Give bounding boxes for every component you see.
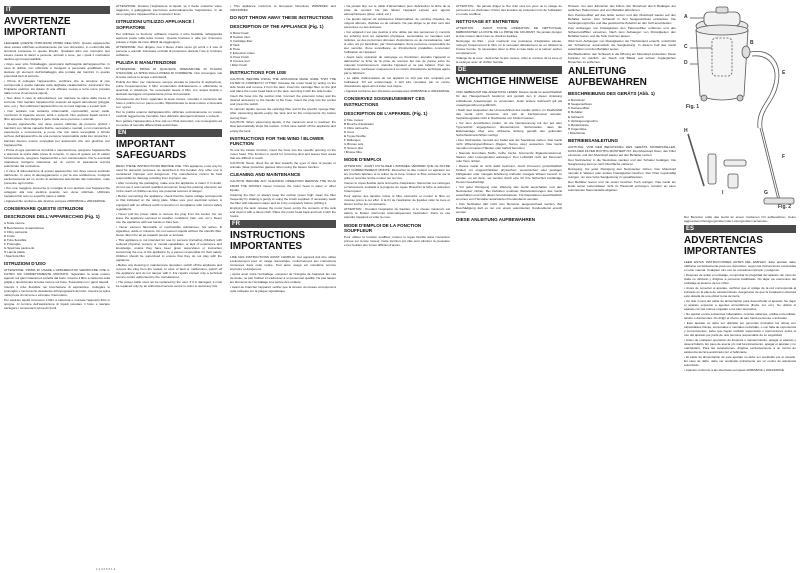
section-heading: NETTOYAGE ET ENTRETIEN xyxy=(456,19,519,25)
paragraph: Hinweis: Vor dem Einsetzen des Filters den Motorkopf durch Betätigen der seitlichen Haken lösen und vom Behälter abnehmen. xyxy=(568,4,676,13)
section-heading: CONSERVEZ SOIGNEUSEMENT CES INSTRUCTIONS xyxy=(344,96,425,108)
paragraph: ATTENZIONE: PRIMA DI QUALSIASI OPERAZIONE DI PULIZIA STACCARE LA SPINA DALLA PRESA DI CORRENTE. Non immergere mai la testa motore in acqua o altri liquidi. xyxy=(116,67,222,80)
paragraph: ATTENTION : AVANT TOUTE OPÉRATION DE NETTOYAGE, DÉBRANCHER LA FICHE DE LA PRISE DE COURANT. Ne jamais plonger la tête moteur dans l'eau ou d'autres liquides. xyxy=(456,26,562,39)
paragraph: LEGGERE QUESTE ISTRUZIONI PRIMA DELL'USO. Questo apparecchio deve essere utilizzato esclusivamente per uso domestico, in conformità alle istruzioni contenute in questo libretto. Qualsiasi altro uso improprio può essere causa di danni a persone, animali o cose, per i quali il costruttore declina ogni responsabilità. xyxy=(4,41,110,62)
paragraph: Den Netzstecker in die Steckdose stecken und den Schalter betätigen. Die Saugleistung kann je nach Oberfläche variieren. xyxy=(568,157,676,166)
part-letter-h: H xyxy=(684,128,688,134)
paragraph: ACHTUNG: VOR DER BENUTZUNG DES GERÄTS SICHERSTELLEN, DASS DER FILTER RICHTIG MONTIERT IST. Den Motorkopf lösen, den Filter einsetzen und den Motorkopf wieder auf den Behälter setzen. xyxy=(568,144,676,157)
paragraph: • Apparecchio conforme alle direttive europee 2006/95/CE e 2004/108/CE. xyxy=(4,198,106,203)
paragraph: • No aspirar nunca sustancias inflamables, cenizas calientes, colillas encendidas, ácidos o disolventes. No dirigir el chorro de aire hacia personas o animales. xyxy=(684,312,796,321)
column-7 xyxy=(684,215,796,565)
parts-list-item: F Prolunghe xyxy=(4,241,21,246)
column-6 xyxy=(568,4,676,564)
section-heading: DESCRIZIONE DELL'APPARECCHIO (Fig. 1) xyxy=(4,214,100,220)
section-heading: DIESE ANLEITUNG AUFBEWAHREN xyxy=(456,217,536,223)
paragraph: Zum Aufsaugen von Flüssigkeiten den Patronenfilter entfernen und den Schaumstofffilter einsetzen. Nach dem Aufsaugen von Flüssigkeiten den Behälter leeren und die Teile trocknen lassen. xyxy=(568,26,676,39)
section-heading: CONSERVARE QUESTE ISTRUZIONI xyxy=(4,205,84,211)
column-3 xyxy=(230,4,336,564)
parts-list-item: E Tuyau flexible xyxy=(344,133,366,138)
language-tab: ES xyxy=(684,225,796,233)
parts-list-item: G Brosse sols xyxy=(344,142,364,146)
paragraph: CAUTION: BEFORE USING THE APPLIANCE MAKE SURE THAT THE FILTER IS CORRECTLY FITTED. Release the motor head by acting on the side hooks and remove it from the tank. Insert the cartridge filter on the grid and place the motor head back on the tank, securing it with the side hooks. xyxy=(230,77,336,94)
paragraph: • Ne jamais tirer sur le câble d'alimentation pour débrancher la fiche de la prise de courant. Ne pas laisser l'appareil exposé aux agents atmosphériques (pluie, soleil, etc.). xyxy=(344,4,450,17)
parts-list-item: I Brosse filtre xyxy=(344,150,363,155)
paragraph: • Aparato conforme a las directivas europeas 2006/95/CE y 2004/108/CE. xyxy=(684,368,785,373)
paragraph: • Avant toute opération de nettoyage ou d'entretien, éteindre l'appareil et débrancher la fiche de la prise de courant. En cas de panne et/ou de mauvais fonctionnement, éteindre l'appareil et ne pas l'altérer. Pour les réparations, s'adresser uniquement à un centre d'assistance technique agréé par le fabricant. xyxy=(344,55,450,76)
paragraph: • Per una maggiore sicurezza si consiglia di non lasciare mai l'apparecchio collegato alla rete elettrica quando non viene utilizzato. Utilizzare l'apparecchio solo su superfici piane e stabili. xyxy=(4,185,110,198)
parts-list-item: C Filtro cartuccia xyxy=(4,229,28,234)
paragraph: Den Behälter leeren und mit einem feuchten Tuch reinigen. Das Gerät am Ende seiner Lebensdauer nicht im Hausmüll entsorgen, sondern an einer autorisierten Sammelstelle abgeben. xyxy=(568,179,676,192)
paragraph: Der Benutzer sollte das Gerät an einem trockenen Ort aufbewahren. Keine aggressiven Reinigungsmittel oder Lösungsmittel verwenden. xyxy=(684,215,796,224)
paragraph: • Non aspirare mai sostanze infiammabili, combustibili, ceneri calde, mozziconi di sigarette accesi, acidi o solventi. Non aspirare liquidi senza il filtro apposito. Non dirigere il getto d'aria verso persone o animali. xyxy=(4,109,110,122)
section-main-title: WICHTIGE HINWEISE xyxy=(456,76,559,88)
paragraph: To use the blower function, insert the hose into the specific opening on the motor head. This function is useful for removing dust and leaves from areas that are difficult to reach. xyxy=(230,148,336,161)
part-letter-e: E xyxy=(782,70,786,76)
parts-list-item: A Testa motore xyxy=(4,221,25,226)
part-letter-b: B xyxy=(750,40,754,46)
paragraph: CAUTION: BEFORE ANY CLEANING OPERATION REMOVE THE PLUG FROM THE SOCKET. Never immerse the motor head in water or other liquids. xyxy=(230,179,336,192)
paragraph: • Il cavo di alimentazione di questo apparecchio non deve essere sostituito dall'utente. In caso di danneggiamento o per la sua sostituzione, rivolgersi esclusivamente ad un centro di assistenza autorizzato dal costruttore, onde prevenire ogni rischio. xyxy=(4,168,110,185)
parts-list-item: F Verlängerungsrohre xyxy=(568,118,598,123)
paragraph: • Dieses Gerät ist nicht dafür bestimmt, durch Personen (einschließlich Kinder) mit eingeschränkten physischen, sensorischen oder geistigen Fähigkeiten oder mangels Erfahrung und/oder mangels Wissen benutzt zu werden, es sei denn, sie werden durch eine für ihre Sicherheit zuständige Person beaufsichtigt. xyxy=(456,163,562,184)
part-letter-i: I xyxy=(722,190,724,196)
parts-list-item: D Cuve xyxy=(344,129,355,134)
paragraph: • This appliance is not intended for use by persons (including children) with reduced physical, sensory or mental capabilities, or lack of experience and knowledge, unless they have been given supervision or instruction concerning the use of the appliance by a person responsible for their safety. Children should be supervised to ensure that they do not play with the appliance. xyxy=(116,237,222,262)
parts-list-item: B Bocchettone di aspirazione xyxy=(4,225,45,230)
paragraph: • The power cable must not be replaced by the user. If it is damaged, it must be replaced only by an authorised service centre in order to avoid any risk. xyxy=(116,279,222,288)
paragraph: To vacuum liquids remove the cartridge filter and fit the specific sponge filter. After vacuuming liquids empty the tank and let the components dry before storing them. xyxy=(230,107,336,120)
paragraph: • Das Netzkabel darf nicht vom Benutzer ausgewechselt werden. Bei Beschädigung darf es nur von einem autorisierten Kundendienst ersetzt werden. xyxy=(456,201,562,214)
paragraph: ATTENZIONE: PRIMA DI USARE L'APPARECCHIO VERIFICARE CHE IL FILTRO SIA CORRETTAMENTE MONTATO. Sganciare la testa motore agendo sui ganci laterali ed estrarla dal fusto. Inserire il filtro a cartuccia sulla griglia e riposizionare la testa motore sul fusto, fissandola con i ganci laterali. xyxy=(4,268,110,285)
language-tab: FR xyxy=(230,220,336,228)
parts-list-item: F Rallonges xyxy=(344,137,361,142)
paragraph: ATTENTION : Pendant l'aspiration de liquides, si le niveau maximum est atteint, le flotteur interrompt automatiquement l'aspiration. Dans ce cas éteindre l'appareil et vider la cuve. xyxy=(344,207,450,220)
paragraph: • Antes de cualquier operación de limpieza o mantenimiento, apagar el aparato y desenchufarlo. En caso de avería y/o mal funcionamiento, apagar el aparato y no manipularlo. Para las reparaciones, dirigirse exclusivamente a un centro de asistencia técnica autorizado por el fabricante. xyxy=(684,338,796,355)
paragraph: Nettoyage du filtre : pour maintenir une puissance d'aspiration élevée, nettoyer fréquemment le filtre en le secouant délicatement ou en utilisant la brosse fournie. Si nécessaire laver le filtre à l'eau tiède et le laisser sécher complètement. xyxy=(456,39,562,56)
parts-list-item: I Filter brush xyxy=(230,63,248,68)
parts-list-item: E Schlauch xyxy=(568,114,584,119)
paragraph: Svuotamento del fusto: sganciare la testa motore, svuotare il contenuto del fusto e pulirlo con un panno umido. Riposizionare la testa motore e bloccarla con i ganci. xyxy=(116,97,222,110)
paragraph: • Cet appareil n'est pas destiné à être utilisé par des personnes (y compris les enfants) dont les capacités physiques, sensorielles ou mentales sont réduites, ou des personnes dénuées d'expérience ou de connaissance, sauf si elles ont pu bénéficier, par l'intermédiaire d'une personne responsable de leur sécurité, d'une surveillance ou d'instructions préalables concernant l'utilisation de l'appareil. xyxy=(344,30,450,55)
parts-list-item: G Floor brush xyxy=(230,55,249,60)
parts-list-item: E Tubo flessibile xyxy=(4,237,27,242)
parts-list-item: C Filtre cartouche xyxy=(344,125,369,130)
paragraph: • Den Netzstecker niemals am Kabel aus der Steckdose ziehen. Das Gerät nicht Witterungseinflüssen (Regen, Sonne usw.) aussetzen. Das Gerät niemals mit nassen Händen oder barfuß benutzen. xyxy=(456,137,562,150)
paragraph: Wird beim Aufsaugen von Flüssigkeiten der Höchststand erreicht, unterbricht der Schwimmer automatisch die Saugleistung. In diesem Fall das Gerät ausschalten und den Behälter leeren. xyxy=(568,39,676,52)
paragraph: • Prima di collegare l'apparecchio, verificare che la tensione di rete corrisponda a quella indicata sulla targhetta caratteristiche. Assicurarsi che l'impianto elettrico sia dotato di una efficace messa a terra come previsto dalle norme di sicurezza vigenti. xyxy=(4,79,110,96)
parts-list-item: D Fusto xyxy=(4,233,15,238)
paragraph: Pour utiliser la fonction souffleur, insérer le tuyau flexible dans l'ouverture prévue sur la tête moteur. Cette fonction est utile pour éliminer la poussière et les feuilles des zones difficiles d'accès. xyxy=(344,235,450,248)
paragraph: Insérer le tuyau flexible dans la bouche d'aspiration. Raccorder les rallonges et l'accessoire souhaité à la poignée du tuyau. Brancher la fiche et actionner l'interrupteur. xyxy=(344,181,450,194)
parts-list-item: H Crevice tool xyxy=(230,59,250,64)
paragraph: ATTENZIONE: Non dirigere mai il flusso d'aria verso gli occhi o il viso di persone o animali. Indossare occhiali di protezione durante l'uso in funzione soffiatore. xyxy=(116,44,222,57)
paragraph: • Niemals brennbare Stoffe, heiße Asche, brennende Zigarettenstummel, Säuren oder Lösungsmittel aufsaugen. Den Luftstrahl nicht auf Personen oder Tiere richten. xyxy=(456,150,562,163)
paragraph: LEER ESTAS INSTRUCCIONES ANTES DEL EMPLEO. Este aparato debe utilizarse exclusivamente para uso doméstico, según las instrucciones contenidas en este manual. Cualquier otro uso se considera impropio y peligroso. xyxy=(684,260,796,273)
parts-list xyxy=(4,221,110,257)
parts-list-item: I Spazzola filtro xyxy=(4,253,26,258)
parts-list-item: H Fugendüse xyxy=(568,126,587,131)
paragraph: • Après avoir retiré l'emballage, s'assurer de l'intégrité de l'appareil. En cas de doute, ne pas l'utiliser et s'adresser à un personnel qualifié. Ne pas laisser les éléments de l'emballage à la portée des enfants. xyxy=(230,271,336,284)
column-1 xyxy=(4,4,110,564)
parts-list-item: B Sauganschluss xyxy=(568,102,592,107)
column-4 xyxy=(344,4,450,564)
section-main-title: AVVERTENZE IMPORTANTI xyxy=(4,16,71,38)
paragraph: • Dopo aver tolto l'imballaggio, assicurarsi dell'integrità dell'apparecchio. In caso di dubbio non utilizzarlo e rivolgersi a personale qualificato. Non lasciare gli elementi dell'imballaggio alla portata dei bambini in quanto potenziali fonti di pericolo. xyxy=(4,62,110,79)
paragraph: • This appliance conforms to European Directives 2006/95/EC and 2004/108/EC. xyxy=(230,4,336,13)
paragraph: • Ne jamais aspirer de substances inflammables, de cendres chaudes, de mégots allumés, d'acides ou de solvants. Ne pas diriger le jet d'air vers des personnes ou des animaux. xyxy=(344,17,450,30)
section-main-title: INSTRUCTIONS IMPORTANTES xyxy=(230,229,305,252)
section-heading: DESCRIPTION DE L'APPAREIL (Fig. 1) xyxy=(344,110,428,116)
paragraph: CAUTION: Never direct the air flow towards the eyes or face of people or animals. Wear protective glasses when using the blower function. xyxy=(230,161,336,170)
figure-vacuum-cleaner xyxy=(682,4,798,212)
paragraph: • After removing the packaging, make sure the appliance is intact. If in doubt, do not use it and contact qualified personnel. Keep the packing elements out of the reach of children as they are potential sources of danger. xyxy=(116,181,222,194)
paragraph: • Vor dem Anschließen prüfen, ob die Netzspannung mit der auf dem Typenschild angegebenen übereinstimmt. Sicherstellen, dass die Elektroanlage über eine wirksame Erdung gemäß den geltenden Sicherheitsvorschriften verfügt. xyxy=(456,120,562,137)
parts-list-item: A Tête moteur xyxy=(344,117,364,122)
part-letter-a: A xyxy=(684,14,688,20)
parts-list-item: G Bodenbürste xyxy=(568,122,589,127)
vacuum-cleaner-drawing xyxy=(682,4,798,212)
paragraph: • Appareil conforme aux directives européennes 2006/95/CE et 2004/108/CE. xyxy=(344,89,450,94)
parts-list-item: C Cartridge filter xyxy=(230,38,253,43)
section-main-title: ANLEITUNG AUFBEWAHREN xyxy=(568,66,647,89)
parts-list xyxy=(568,98,676,134)
paragraph: Per la pulizia esterna dell'apparecchio utilizzare esclusivamente un panno morbido leggermente inumidito. Non utilizzare detergenti abrasivi o solventi. xyxy=(116,110,222,119)
parts-list-item: A Motorkopf xyxy=(568,98,585,103)
section-heading: CLEANING AND MAINTENANCE xyxy=(230,172,301,178)
paragraph: Per utilizzare la funzione soffiatore inserire il tubo flessibile nell'apposita apertura posta sulla testa motore. Questa funzione è utile per rimuovere polvere e foglie da zone difficili da raggiungere. xyxy=(116,31,222,44)
paragraph: • El cable de alimentación de este aparato no debe ser sustituido por el usuario. En caso de daño, debe ser sustituido únicamente por un centro de asistencia autorizado. xyxy=(684,355,796,368)
paragraph: Emptying the tank: release the motor head, empty the contents of the tank and clean it with a damp cloth. Place the motor head back and lock it with the hooks. xyxy=(230,205,336,218)
part-letter-g: G xyxy=(764,190,768,196)
parts-list-item: H Suceur plat xyxy=(344,146,363,151)
paragraph: ATTENTION : Ne jamais diriger le flux d'air vers les yeux ou le visage de personnes ou d'animaux. Porter des lunettes de protection lors de l'utilisation en mode souffleur. xyxy=(456,4,562,17)
footer-code: 1 1 4 2 6 3 1 4 xyxy=(96,567,116,571)
parts-list-item: B Bouche d'aspiration xyxy=(344,121,375,126)
paragraph: VOR GEBRAUCH DIE ANLEITUNG LESEN. Dieses Gerät ist ausschließlich für den Hausgebrauch bestimmt und gemäß den in dieser Anleitung enthaltenen Anweisungen zu verwenden. Jeder andere Gebrauch gilt als unsachgemäß und gefährlich. xyxy=(456,90,562,107)
part-letter-f: F xyxy=(782,154,786,160)
parts-list-item: G Spazzola pavimenti xyxy=(4,245,35,250)
paragraph: Insert the hose into the suction inlet. Connect the extension tubes and the desired accessory to the handle of the hose. Insert the plug into the socket and press the switch. xyxy=(230,94,336,107)
parts-list-item: E Hose xyxy=(230,46,241,51)
paragraph: READ THESE INSTRUCTIONS BEFORE USE. This appliance must only be used for domestic purposes, as described in this booklet. Any other use is considered improper and dangerous. The manufacturer cannot be held responsible for damage resulting from improper use. xyxy=(116,164,222,181)
fig-2-label: Fig. 2 xyxy=(778,204,792,210)
section-heading: PULIZIA E MANUTENZIONE xyxy=(116,60,177,65)
column-2 xyxy=(116,4,222,564)
paragraph: • Vor jeder Reinigung oder Wartung das Gerät ausschalten und den Netzstecker ziehen. Bei Defekten und/oder Betriebsstörungen das Gerät ausschalten und nicht daran herumhantieren. Für Reparaturen ausschließlich an einen vom Hersteller autorisierten Kundendienst wenden. xyxy=(456,184,562,201)
paragraph: • Antes de conectar el aparato, verificar que el voltaje de la red corresponda al indicado en la placa de características. Asegurarse de que la instalación eléctrica esté dotada de una eficaz toma de tierra. xyxy=(684,286,796,299)
column-5 xyxy=(456,4,562,564)
paragraph: • Nach dem Auspacken die Unversehrtheit des Geräts prüfen. Im Zweifelsfall das Gerät nicht benutzen und sich an Fachpersonal wenden. Verpackungsteile nicht in Reichweite von Kindern lassen. xyxy=(456,107,562,120)
parts-list-item: D Behälter xyxy=(568,110,583,115)
paragraph: CAUTION: When vacuuming liquids, if the maximum level is reached, the float automatically stops the suction. In this case switch off the appliance and empty the tank. xyxy=(230,120,336,133)
paragraph: • Prima di ogni operazione di pulizia o manutenzione, spegnere l'apparecchio e staccare la spina dalla presa di corrente. In caso di guasto e/o di cattivo funzionamento, spegnere l'apparecchio e non manometterlo. Per le eventuali riparazioni rivolgersi solamente ad un centro di assistenza tecnica autorizzato dal costruttore. xyxy=(4,147,110,168)
parts-list-item: H Lancia piatta xyxy=(4,249,25,254)
paragraph: • Non tirare il cavo di alimentazione per staccare la spina dalla presa di corrente. Non lasciare l'apparecchio esposto ad agenti atmosferici (pioggia, sole, ecc.). Non utilizzare l'apparecchio con le mani bagnate o a piedi nudi. xyxy=(4,96,110,109)
section-main-title: IMPORTANT SAFEGUARDS xyxy=(116,139,187,162)
section-heading: INSTRUCTIONS FOR USE xyxy=(230,70,287,76)
paragraph: Non gettare l'apparecchio a fine vita nei rifiuti domestici, ma consegnarlo ad un centro di raccolta differenziata autorizzato. xyxy=(116,119,222,128)
parts-list-item: D Tank xyxy=(230,42,240,47)
paragraph: • Le câble d'alimentation de cet appareil ne doit pas être remplacé par l'utilisateur. S'il est endommagé, il doit être remplacé par un centre d'assistance agréé afin d'éviter tout risque. xyxy=(344,76,450,89)
paragraph: LIRE CES INSTRUCTIONS AVANT L'EMPLOI. Cet appareil doit être utilisé exclusivement pour un usage domestique, conformément aux instructions contenues dans cette notice. Tout autre usage est considéré comme impropre et dangereux. xyxy=(230,254,336,271)
parts-list-item: F Extension tubes xyxy=(230,51,255,56)
paragraph: • Never pull the power cable to remove the plug from the socket. Do not leave the appliance exposed to weather conditions (rain, sun, etc.). Never use the appliance with wet hands or bare feet. xyxy=(116,211,222,224)
parts-list-item: C Patronenfilter xyxy=(568,106,590,111)
paragraph: Die Blasfunktion: den Schlauch in die Öffnung am Motorkopf einstecken. Diese Funktion ist nützlich, um Staub und Blätter aus schwer zugänglichen Bereichen zu entfernen. xyxy=(568,52,676,65)
paragraph: • Después de quitar el embalaje, comprobar la integridad del aparato. En caso de duda no utilizarlo y dirigirse a personal cualificado. No dejar los elementos del embalaje al alcance de los niños. xyxy=(684,273,796,286)
language-tab: IT xyxy=(4,6,110,14)
paragraph: • Before any cleaning or maintenance operation, switch off the appliance and remove the plug from the socket. In case of fault or malfunction, switch off the appliance and do not tamper with it. For repairs contact only a technical service centre authorised by the manufacturer. xyxy=(116,262,222,279)
section-heading: MODE D'EMPLOI xyxy=(344,157,382,163)
paragraph: Inserire il tubo flessibile nel bocchettone di aspirazione. Collegare le prolunghe e l'accessorio desiderato all'impugnatura del tubo. Inserire la spina nella presa di corrente e azionare l'interruttore. xyxy=(4,285,110,298)
paragraph: Per aspirare liquidi rimuovere il filtro a cartuccia e montare l'apposito filtro in spugna. Al termine dell'aspirazione di liquidi svuotare il fusto e lasciare asciugare i componenti prima di riporli. xyxy=(4,298,110,311)
paragraph: Vidange de la cuve : décrocher la tête moteur, vider le contenu de la cuve et la nettoyer avec un chiffon humide. xyxy=(456,56,562,65)
section-heading: MODE D'EMPLOI DE LA FONCTION SOUFFLEUR xyxy=(344,222,422,234)
section-heading: DESCRIPTION OF THE APPLIANCE (Fig. 1) xyxy=(230,23,324,29)
part-letter-c: C xyxy=(684,44,688,50)
fig-1-label: Fig. 1 xyxy=(686,104,700,110)
parts-list xyxy=(230,31,336,67)
section-heading: INSTRUCTIONS FOR THE WIND / BLOWER FUNCTION xyxy=(230,135,324,147)
paragraph: • Este aparato no debe ser utilizado por personas (incluidos los niños) con capacidades físicas, sensoriales o mentales reducidas, o con falta de experiencia y conocimientos, salvo que hayan recibido supervisión o instrucciones sobre el uso del aparato por parte de una persona responsable de su seguridad. xyxy=(684,321,796,338)
section-heading: BESCHREIBUNG DES GERÄTS (Abb. 1) xyxy=(568,91,655,97)
paragraph: • Before connecting the appliance, check that the mains voltage corresponds to that indicated on the rating plate. Make sure your electrical system is equipped with an efficient earth connection in compliance with current safety regulations. xyxy=(116,194,222,211)
paragraph: • Never vacuum flammable or combustible substances, hot ashes, lit cigarettes, acids or solvents. Do not vacuum liquids without the specific filter. Never direct the air jet towards people or animals. xyxy=(116,224,222,237)
paragraph: Den Patronenfilter auf das Gitter setzen und den Motorkopf wieder auf den Behälter setzen. Den Schlauch in den Sauganschluss einstecken. Die Verlängerungsrohre und das gewünschte Zubehör an den Griff anschließen. xyxy=(568,12,676,26)
paragraph: • No tirar nunca del cable de alimentación para desenchufar el aparato. No dejar el aparato expuesto a agentes atmosféricos (lluvia, sol, etc.). No utilizar el aparato con las manos mojadas o los pies descalzos. xyxy=(684,299,796,312)
section-heading: BETRIEBSANLEITUNG xyxy=(568,137,619,143)
paragraph: Cleaning the filter: to always keep the suction power high, clean the filter frequently by shaking it gently or using the brush supplied. If necessary wash the filter with lukewarm water and let it dry completely before refitting it. xyxy=(230,192,336,205)
section-heading: ISTRUZIONI D'USO xyxy=(4,260,46,266)
paragraph: • Questo apparecchio non deve essere utilizzato da persone (inclusi i bambini) con ridotte capacità fisiche, sensoriali o mentali, o con mancanza di esperienza e conoscenza, a meno che non siano sorvegliate o istruite sull'uso dell'apparecchio da una persona responsabile della loro sicurezza. I bambini devono essere sorvegliati per assicurarsi che non giochino con l'apparecchio. xyxy=(4,122,110,147)
parts-list-item: B Suction inlet xyxy=(230,34,250,39)
language-tab: DE xyxy=(456,66,562,74)
paragraph: Pulizia del filtro: per mantenere sempre elevata la potenza di aspirazione, pulire frequentemente il filtro scuotendolo delicatamente o utilizzando la spazzola in dotazione. Se necessario lavare il filtro con acqua tiepida e lasciarlo asciugare completamente prima di rimontarlo. xyxy=(116,80,222,97)
part-letter-d: D xyxy=(684,60,688,66)
parts-list-item: I Filterbürste xyxy=(568,130,586,135)
paragraph: Pour aspirer des liquides retirer le filtre cartouche et monter le filtre en mousse prévu à cet effet. À la fin de l'aspiration de liquides vider la cuve et laisser sécher les composants. xyxy=(344,194,450,207)
section-heading: ISTRUZIONI UTILIZZO APPLIANCE / SOFFIATORE xyxy=(116,19,195,30)
language-tab: EN xyxy=(116,129,222,137)
parts-list xyxy=(344,118,450,154)
section-heading: DO NOT THROW AWAY THESE INSTRUCTIONS xyxy=(230,15,333,21)
paragraph: ATTENTION : AVANT D'UTILISER L'APPAREIL VÉRIFIER QUE LE FILTRE EST CORRECTEMENT MONTÉ. Décrocher la tête moteur en agissant sur les crochets latéraux et la retirer de la cuve. Insérer le filtre cartouche sur la grille et remettre la tête moteur sur la cuve. xyxy=(344,164,450,181)
paragraph: Reinigung: Vor jeder Reinigung den Netzstecker ziehen. Den Motorkopf niemals in Wasser oder andere Flüssigkeiten tauchen. Den Filter regelmäßig reinigen, um eine hohe Saugleistung zu gewährleisten. xyxy=(568,166,676,179)
parts-list-item: A Motor head xyxy=(230,30,249,35)
paragraph: • Avant de brancher l'appareil, vérifier que la tension du réseau correspond à celle indiquée sur la plaque signalétique. xyxy=(230,284,336,293)
section-main-title: ADVERTENCIAS IMPORTANTES xyxy=(684,235,763,258)
paragraph: ATTENZIONE: Durante l'aspirazione di liquidi, se il livello massimo viene raggiunto, il galleggiante interrompe automaticamente l'aspirazione. In tal caso spegnere l'apparecchio e svuotare il fusto. xyxy=(116,4,222,17)
